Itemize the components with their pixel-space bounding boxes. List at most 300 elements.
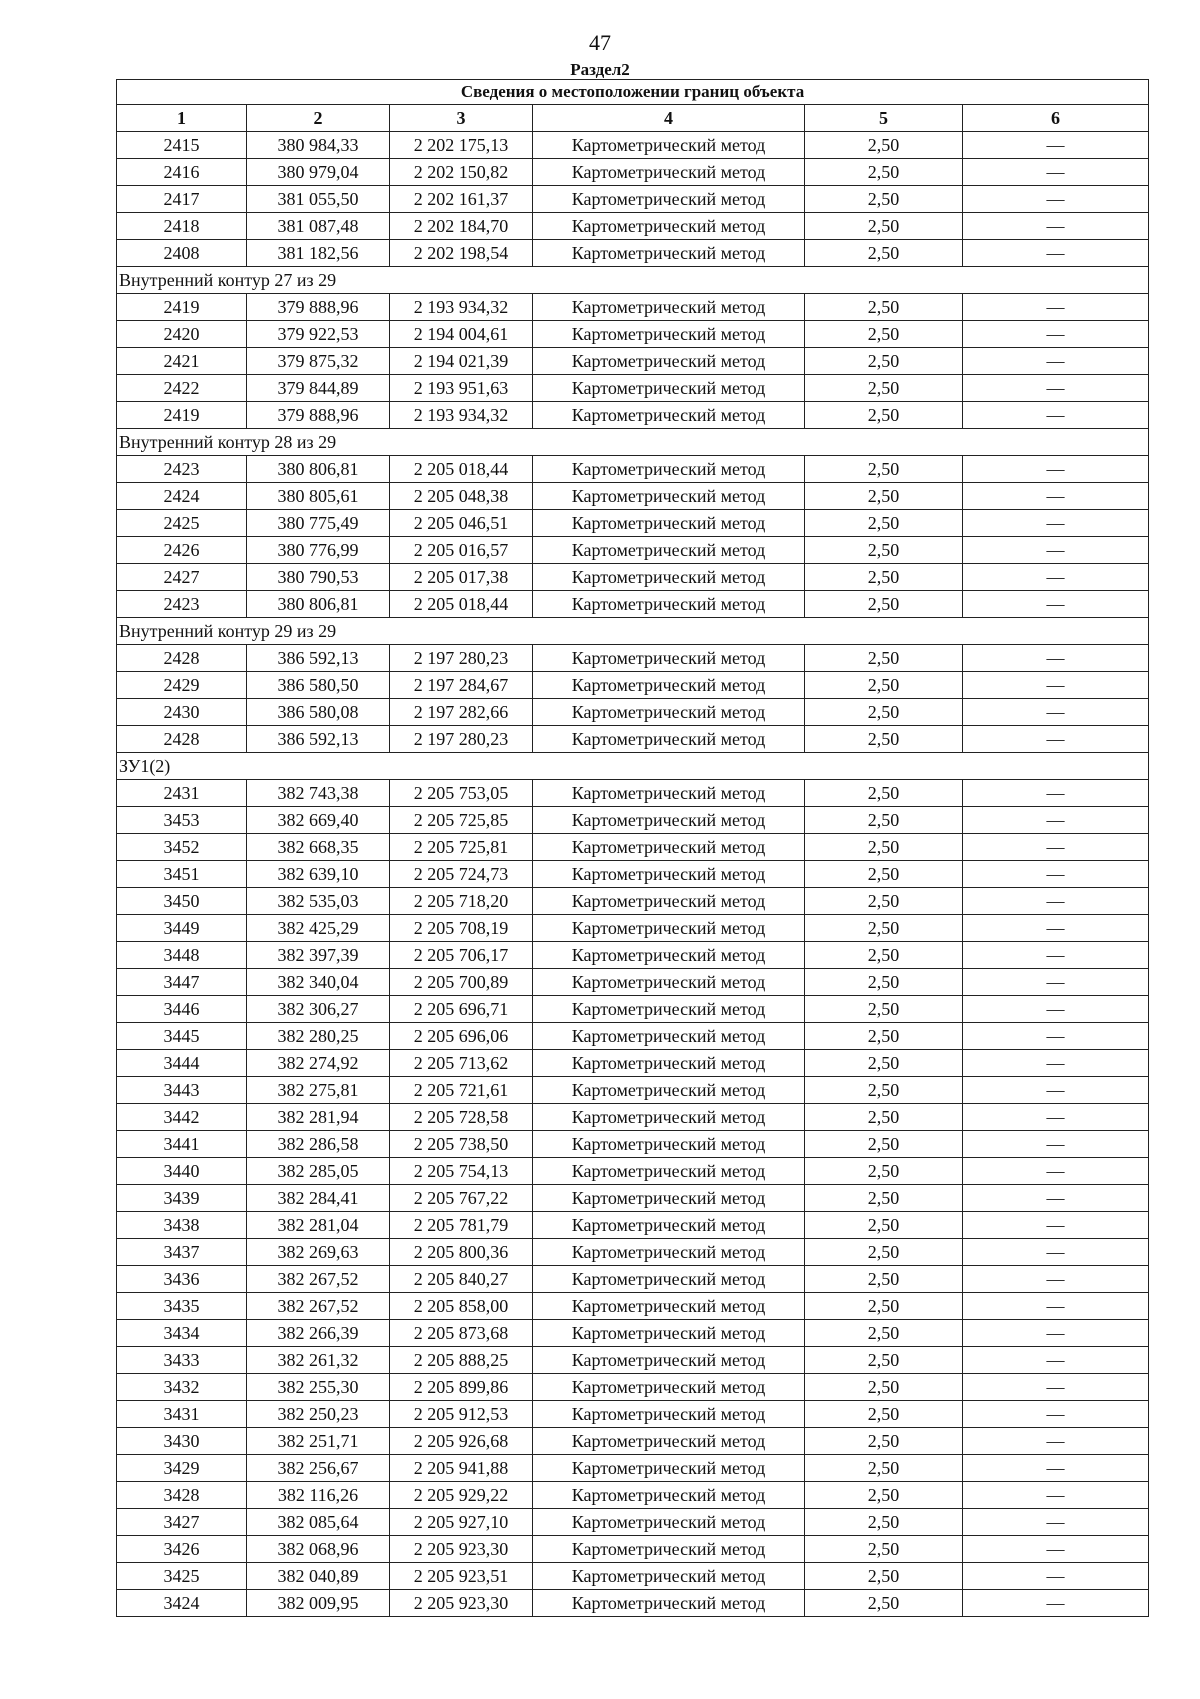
boundary-coordinates-table: [116, 79, 1149, 1617]
y-coordinate-cell: 2 205 017,38: [390, 564, 533, 591]
y-coordinate-cell: 2 205 800,36: [390, 1239, 533, 1266]
x-coordinate-cell: 381 087,48: [247, 213, 390, 240]
description-cell: —: [963, 213, 1149, 240]
x-coordinate-cell: 386 592,13: [247, 726, 390, 753]
y-coordinate-cell: 2 205 873,68: [390, 1320, 533, 1347]
accuracy-cell: 2,50: [805, 1050, 963, 1077]
y-coordinate-cell: 2 205 721,61: [390, 1077, 533, 1104]
x-coordinate-cell: 386 580,50: [247, 672, 390, 699]
table-row: [117, 915, 1149, 942]
accuracy-cell: 2,50: [805, 537, 963, 564]
table-caption-row: [117, 80, 1149, 105]
y-coordinate-cell: 2 205 858,00: [390, 1293, 533, 1320]
method-cell: Картометрический метод: [533, 1104, 805, 1131]
table-row: [117, 861, 1149, 888]
method-cell: Картометрический метод: [533, 1401, 805, 1428]
point-number-cell: 3438: [117, 1212, 247, 1239]
method-cell: Картометрический метод: [533, 510, 805, 537]
method-cell: Картометрический метод: [533, 564, 805, 591]
method-cell: Картометрический метод: [533, 996, 805, 1023]
y-coordinate-cell: 2 205 725,81: [390, 834, 533, 861]
y-coordinate-cell: 2 205 046,51: [390, 510, 533, 537]
contour-section-label: Внутренний контур 29 из 29: [117, 618, 1149, 645]
x-coordinate-cell: 380 790,53: [247, 564, 390, 591]
point-number-cell: 3443: [117, 1077, 247, 1104]
method-cell: Картометрический метод: [533, 1374, 805, 1401]
contour-section-label: ЗУ1(2): [117, 753, 1149, 780]
method-cell: Картометрический метод: [533, 780, 805, 807]
table-row: [117, 1185, 1149, 1212]
method-cell: Картометрический метод: [533, 1158, 805, 1185]
method-cell: Картометрический метод: [533, 1185, 805, 1212]
description-cell: —: [963, 1590, 1149, 1617]
y-coordinate-cell: 2 205 738,50: [390, 1131, 533, 1158]
method-cell: Картометрический метод: [533, 186, 805, 213]
method-cell: Картометрический метод: [533, 807, 805, 834]
y-coordinate-cell: 2 205 700,89: [390, 969, 533, 996]
method-cell: Картометрический метод: [533, 294, 805, 321]
x-coordinate-cell: 382 306,27: [247, 996, 390, 1023]
x-coordinate-cell: 382 281,04: [247, 1212, 390, 1239]
accuracy-cell: 2,50: [805, 1131, 963, 1158]
point-number-cell: 3448: [117, 942, 247, 969]
method-cell: Картометрический метод: [533, 348, 805, 375]
y-coordinate-cell: 2 202 150,82: [390, 159, 533, 186]
point-number-cell: 3442: [117, 1104, 247, 1131]
accuracy-cell: 2,50: [805, 645, 963, 672]
accuracy-cell: 2,50: [805, 1158, 963, 1185]
table-row: [117, 348, 1149, 375]
x-coordinate-cell: 382 639,10: [247, 861, 390, 888]
point-number-cell: 2429: [117, 672, 247, 699]
y-coordinate-cell: 2 205 016,57: [390, 537, 533, 564]
contour-section-row: [117, 753, 1149, 780]
table-row: [117, 1401, 1149, 1428]
contour-section-row: [117, 267, 1149, 294]
method-cell: Картометрический метод: [533, 888, 805, 915]
description-cell: —: [963, 942, 1149, 969]
column-header-row: [117, 105, 1149, 132]
description-cell: —: [963, 1347, 1149, 1374]
x-coordinate-cell: 382 743,38: [247, 780, 390, 807]
accuracy-cell: 2,50: [805, 726, 963, 753]
method-cell: Картометрический метод: [533, 159, 805, 186]
contour-section-row: [117, 618, 1149, 645]
accuracy-cell: 2,50: [805, 132, 963, 159]
accuracy-cell: 2,50: [805, 591, 963, 618]
description-cell: —: [963, 1158, 1149, 1185]
method-cell: Картометрический метод: [533, 132, 805, 159]
table-row: [117, 672, 1149, 699]
accuracy-cell: 2,50: [805, 1239, 963, 1266]
x-coordinate-cell: 382 068,96: [247, 1536, 390, 1563]
y-coordinate-cell: 2 205 713,62: [390, 1050, 533, 1077]
table-row: [117, 888, 1149, 915]
x-coordinate-cell: 382 340,04: [247, 969, 390, 996]
table-row: [117, 834, 1149, 861]
accuracy-cell: 2,50: [805, 1023, 963, 1050]
point-number-cell: 2431: [117, 780, 247, 807]
method-cell: Картометрический метод: [533, 456, 805, 483]
y-coordinate-cell: 2 205 840,27: [390, 1266, 533, 1293]
description-cell: —: [963, 1401, 1149, 1428]
accuracy-cell: 2,50: [805, 1320, 963, 1347]
method-cell: Картометрический метод: [533, 1536, 805, 1563]
point-number-cell: 2425: [117, 510, 247, 537]
table-row: [117, 1482, 1149, 1509]
y-coordinate-cell: 2 205 923,51: [390, 1563, 533, 1590]
table-row: [117, 1131, 1149, 1158]
point-number-cell: 3427: [117, 1509, 247, 1536]
y-coordinate-cell: 2 205 929,22: [390, 1482, 533, 1509]
method-cell: Картометрический метод: [533, 1590, 805, 1617]
y-coordinate-cell: 2 193 951,63: [390, 375, 533, 402]
accuracy-cell: 2,50: [805, 510, 963, 537]
table-row: [117, 456, 1149, 483]
table-row: [117, 1077, 1149, 1104]
table-row: [117, 132, 1149, 159]
method-cell: Картометрический метод: [533, 645, 805, 672]
table-row: [117, 1266, 1149, 1293]
point-number-cell: 2426: [117, 537, 247, 564]
x-coordinate-cell: 380 776,99: [247, 537, 390, 564]
x-coordinate-cell: 382 275,81: [247, 1077, 390, 1104]
table-row: [117, 510, 1149, 537]
description-cell: —: [963, 1374, 1149, 1401]
description-cell: —: [963, 861, 1149, 888]
y-coordinate-cell: 2 194 004,61: [390, 321, 533, 348]
y-coordinate-cell: 2 205 899,86: [390, 1374, 533, 1401]
point-number-cell: 3428: [117, 1482, 247, 1509]
x-coordinate-cell: 380 979,04: [247, 159, 390, 186]
accuracy-cell: 2,50: [805, 1482, 963, 1509]
description-cell: —: [963, 1266, 1149, 1293]
description-cell: —: [963, 186, 1149, 213]
x-coordinate-cell: 381 182,56: [247, 240, 390, 267]
point-number-cell: 3435: [117, 1293, 247, 1320]
description-cell: —: [963, 1536, 1149, 1563]
y-coordinate-cell: 2 205 724,73: [390, 861, 533, 888]
accuracy-cell: 2,50: [805, 942, 963, 969]
table-row: [117, 807, 1149, 834]
x-coordinate-cell: 379 875,32: [247, 348, 390, 375]
y-coordinate-cell: 2 205 941,88: [390, 1455, 533, 1482]
table-row: [117, 402, 1149, 429]
y-coordinate-cell: 2 205 725,85: [390, 807, 533, 834]
accuracy-cell: 2,50: [805, 807, 963, 834]
accuracy-cell: 2,50: [805, 1401, 963, 1428]
y-coordinate-cell: 2 205 696,71: [390, 996, 533, 1023]
x-coordinate-cell: 380 805,61: [247, 483, 390, 510]
column-header: 5: [805, 105, 963, 132]
x-coordinate-cell: 386 580,08: [247, 699, 390, 726]
description-cell: —: [963, 537, 1149, 564]
x-coordinate-cell: 380 984,33: [247, 132, 390, 159]
table-row: [117, 1239, 1149, 1266]
y-coordinate-cell: 2 205 926,68: [390, 1428, 533, 1455]
point-number-cell: 2428: [117, 726, 247, 753]
method-cell: Картометрический метод: [533, 726, 805, 753]
description-cell: —: [963, 564, 1149, 591]
x-coordinate-cell: 382 009,95: [247, 1590, 390, 1617]
table-row: [117, 159, 1149, 186]
point-number-cell: 2422: [117, 375, 247, 402]
method-cell: Картометрический метод: [533, 1320, 805, 1347]
point-number-cell: 3433: [117, 1347, 247, 1374]
description-cell: —: [963, 402, 1149, 429]
point-number-cell: 3439: [117, 1185, 247, 1212]
x-coordinate-cell: 382 256,67: [247, 1455, 390, 1482]
table-row: [117, 1509, 1149, 1536]
description-cell: —: [963, 375, 1149, 402]
description-cell: —: [963, 1563, 1149, 1590]
point-number-cell: 2423: [117, 456, 247, 483]
y-coordinate-cell: 2 205 923,30: [390, 1536, 533, 1563]
description-cell: —: [963, 1239, 1149, 1266]
table-row: [117, 240, 1149, 267]
method-cell: Картометрический метод: [533, 1131, 805, 1158]
point-number-cell: 2415: [117, 132, 247, 159]
x-coordinate-cell: 382 668,35: [247, 834, 390, 861]
description-cell: —: [963, 240, 1149, 267]
method-cell: Картометрический метод: [533, 969, 805, 996]
y-coordinate-cell: 2 205 781,79: [390, 1212, 533, 1239]
method-cell: Картометрический метод: [533, 321, 805, 348]
point-number-cell: 2421: [117, 348, 247, 375]
accuracy-cell: 2,50: [805, 1212, 963, 1239]
description-cell: —: [963, 807, 1149, 834]
y-coordinate-cell: 2 202 198,54: [390, 240, 533, 267]
y-coordinate-cell: 2 197 280,23: [390, 726, 533, 753]
point-number-cell: 3451: [117, 861, 247, 888]
x-coordinate-cell: 382 274,92: [247, 1050, 390, 1077]
method-cell: Картометрический метод: [533, 699, 805, 726]
table-row: [117, 375, 1149, 402]
accuracy-cell: 2,50: [805, 1347, 963, 1374]
column-header: 6: [963, 105, 1149, 132]
x-coordinate-cell: 382 269,63: [247, 1239, 390, 1266]
y-coordinate-cell: 2 205 912,53: [390, 1401, 533, 1428]
accuracy-cell: 2,50: [805, 1185, 963, 1212]
y-coordinate-cell: 2 205 927,10: [390, 1509, 533, 1536]
table-row: [117, 645, 1149, 672]
point-number-cell: 2419: [117, 294, 247, 321]
table-row: [117, 591, 1149, 618]
point-number-cell: 3426: [117, 1536, 247, 1563]
page-number: 47: [589, 30, 611, 55]
point-number-cell: 3429: [117, 1455, 247, 1482]
method-cell: Картометрический метод: [533, 915, 805, 942]
x-coordinate-cell: 382 251,71: [247, 1428, 390, 1455]
point-number-cell: 3432: [117, 1374, 247, 1401]
contour-section-label: Внутренний контур 27 из 29: [117, 267, 1149, 294]
accuracy-cell: 2,50: [805, 1428, 963, 1455]
table-row: [117, 1590, 1149, 1617]
table-row: [117, 1347, 1149, 1374]
method-cell: Картометрический метод: [533, 483, 805, 510]
table-row: [117, 537, 1149, 564]
description-cell: —: [963, 834, 1149, 861]
method-cell: Картометрический метод: [533, 591, 805, 618]
x-coordinate-cell: 382 266,39: [247, 1320, 390, 1347]
x-coordinate-cell: 382 425,29: [247, 915, 390, 942]
table-row: [117, 294, 1149, 321]
contour-section-label: Внутренний контур 28 из 29: [117, 429, 1149, 456]
description-cell: —: [963, 1131, 1149, 1158]
description-cell: —: [963, 1185, 1149, 1212]
table-row: [117, 726, 1149, 753]
method-cell: Картометрический метод: [533, 672, 805, 699]
accuracy-cell: 2,50: [805, 1590, 963, 1617]
point-number-cell: 3446: [117, 996, 247, 1023]
method-cell: Картометрический метод: [533, 1050, 805, 1077]
description-cell: —: [963, 1455, 1149, 1482]
y-coordinate-cell: 2 205 923,30: [390, 1590, 533, 1617]
description-cell: —: [963, 159, 1149, 186]
y-coordinate-cell: 2 205 018,44: [390, 456, 533, 483]
method-cell: Картометрический метод: [533, 1509, 805, 1536]
table-row: [117, 996, 1149, 1023]
column-header: 1: [117, 105, 247, 132]
point-number-cell: 2418: [117, 213, 247, 240]
method-cell: Картометрический метод: [533, 375, 805, 402]
accuracy-cell: 2,50: [805, 1077, 963, 1104]
y-coordinate-cell: 2 205 708,19: [390, 915, 533, 942]
column-header: 3: [390, 105, 533, 132]
y-coordinate-cell: 2 205 718,20: [390, 888, 533, 915]
y-coordinate-cell: 2 205 696,06: [390, 1023, 533, 1050]
boundary-table-container: [116, 79, 1148, 1617]
description-cell: —: [963, 726, 1149, 753]
description-cell: —: [963, 456, 1149, 483]
accuracy-cell: 2,50: [805, 699, 963, 726]
table-row: [117, 1158, 1149, 1185]
accuracy-cell: 2,50: [805, 240, 963, 267]
accuracy-cell: 2,50: [805, 1293, 963, 1320]
table-row: [117, 1455, 1149, 1482]
x-coordinate-cell: 382 280,25: [247, 1023, 390, 1050]
method-cell: Картометрический метод: [533, 834, 805, 861]
method-cell: Картометрический метод: [533, 1266, 805, 1293]
accuracy-cell: 2,50: [805, 1104, 963, 1131]
accuracy-cell: 2,50: [805, 456, 963, 483]
point-number-cell: 3453: [117, 807, 247, 834]
point-number-cell: 2419: [117, 402, 247, 429]
description-cell: —: [963, 1482, 1149, 1509]
table-row: [117, 1293, 1149, 1320]
accuracy-cell: 2,50: [805, 186, 963, 213]
accuracy-cell: 2,50: [805, 1266, 963, 1293]
method-cell: Картометрический метод: [533, 1023, 805, 1050]
y-coordinate-cell: 2 205 888,25: [390, 1347, 533, 1374]
table-row: [117, 1212, 1149, 1239]
method-cell: Картометрический метод: [533, 213, 805, 240]
y-coordinate-cell: 2 205 754,13: [390, 1158, 533, 1185]
y-coordinate-cell: 2 193 934,32: [390, 402, 533, 429]
x-coordinate-cell: 379 888,96: [247, 294, 390, 321]
point-number-cell: 3437: [117, 1239, 247, 1266]
point-number-cell: 3425: [117, 1563, 247, 1590]
point-number-cell: 3452: [117, 834, 247, 861]
description-cell: —: [963, 1104, 1149, 1131]
y-coordinate-cell: 2 205 048,38: [390, 483, 533, 510]
x-coordinate-cell: 381 055,50: [247, 186, 390, 213]
accuracy-cell: 2,50: [805, 564, 963, 591]
x-coordinate-cell: 382 669,40: [247, 807, 390, 834]
method-cell: Картометрический метод: [533, 1428, 805, 1455]
point-number-cell: 2430: [117, 699, 247, 726]
accuracy-cell: 2,50: [805, 402, 963, 429]
x-coordinate-cell: 382 281,94: [247, 1104, 390, 1131]
table-row: [117, 1536, 1149, 1563]
point-number-cell: 2417: [117, 186, 247, 213]
x-coordinate-cell: 379 888,96: [247, 402, 390, 429]
point-number-cell: 3441: [117, 1131, 247, 1158]
method-cell: Картометрический метод: [533, 1239, 805, 1266]
accuracy-cell: 2,50: [805, 483, 963, 510]
point-number-cell: 2423: [117, 591, 247, 618]
x-coordinate-cell: 382 286,58: [247, 1131, 390, 1158]
table-row: [117, 186, 1149, 213]
point-number-cell: 2424: [117, 483, 247, 510]
x-coordinate-cell: 382 397,39: [247, 942, 390, 969]
table-row: [117, 213, 1149, 240]
accuracy-cell: 2,50: [805, 375, 963, 402]
point-number-cell: 3444: [117, 1050, 247, 1077]
method-cell: Картометрический метод: [533, 1347, 805, 1374]
accuracy-cell: 2,50: [805, 348, 963, 375]
accuracy-cell: 2,50: [805, 834, 963, 861]
table-row: [117, 780, 1149, 807]
y-coordinate-cell: 2 197 280,23: [390, 645, 533, 672]
x-coordinate-cell: 379 922,53: [247, 321, 390, 348]
method-cell: Картометрический метод: [533, 1482, 805, 1509]
point-number-cell: 3447: [117, 969, 247, 996]
point-number-cell: 3430: [117, 1428, 247, 1455]
accuracy-cell: 2,50: [805, 1563, 963, 1590]
method-cell: Картометрический метод: [533, 1212, 805, 1239]
x-coordinate-cell: 379 844,89: [247, 375, 390, 402]
x-coordinate-cell: 380 806,81: [247, 591, 390, 618]
description-cell: —: [963, 510, 1149, 537]
x-coordinate-cell: 382 116,26: [247, 1482, 390, 1509]
point-number-cell: 3450: [117, 888, 247, 915]
description-cell: —: [963, 1320, 1149, 1347]
description-cell: —: [963, 132, 1149, 159]
description-cell: —: [963, 1293, 1149, 1320]
x-coordinate-cell: 382 267,52: [247, 1293, 390, 1320]
x-coordinate-cell: 386 592,13: [247, 645, 390, 672]
accuracy-cell: 2,50: [805, 915, 963, 942]
y-coordinate-cell: 2 197 282,66: [390, 699, 533, 726]
column-header: 4: [533, 105, 805, 132]
point-number-cell: 3431: [117, 1401, 247, 1428]
description-cell: —: [963, 348, 1149, 375]
point-number-cell: 3440: [117, 1158, 247, 1185]
description-cell: —: [963, 672, 1149, 699]
description-cell: —: [963, 1509, 1149, 1536]
table-row: [117, 969, 1149, 996]
x-coordinate-cell: 382 267,52: [247, 1266, 390, 1293]
accuracy-cell: 2,50: [805, 159, 963, 186]
x-coordinate-cell: 382 085,64: [247, 1509, 390, 1536]
table-row: [117, 1563, 1149, 1590]
x-coordinate-cell: 382 255,30: [247, 1374, 390, 1401]
point-number-cell: 3436: [117, 1266, 247, 1293]
y-coordinate-cell: 2 205 706,17: [390, 942, 533, 969]
x-coordinate-cell: 382 535,03: [247, 888, 390, 915]
point-number-cell: 2427: [117, 564, 247, 591]
